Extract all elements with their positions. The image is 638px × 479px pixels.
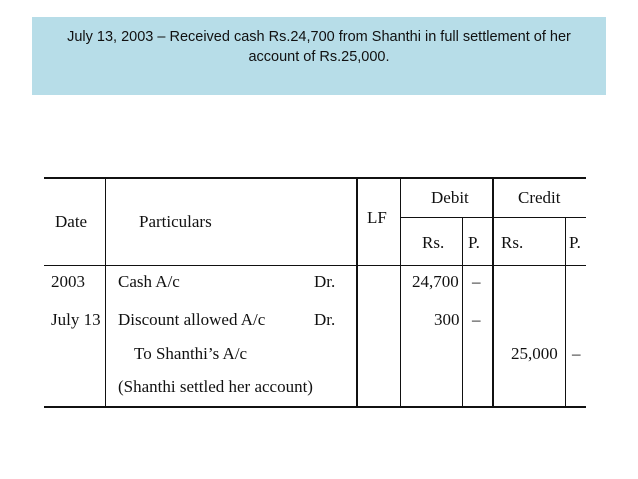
transaction-text-line-2: account of Rs.25,000. (248, 49, 390, 65)
row2-particulars: Discount allowed A/c (118, 310, 266, 329)
top-rule (44, 177, 586, 179)
debit-credit-rule (492, 177, 494, 408)
row3-credit-rs: 25,000 (511, 344, 558, 363)
row2-dr: Dr. (314, 310, 336, 329)
header-credit-rs: Rs. (501, 233, 524, 252)
transaction-text-line-1: July 13, 2003 – Received cash Rs.24,700 from Shanthi in full settlement of her (67, 29, 571, 45)
row2-debit-rs: 300 (434, 310, 460, 329)
credit-rs-p-rule (565, 217, 566, 408)
row1-dr: Dr. (314, 272, 336, 291)
lf-col-rule (400, 177, 401, 408)
row2-debit-p: – (472, 310, 481, 329)
row2-date: July 13 (51, 310, 101, 329)
header-bottom-rule (44, 265, 586, 266)
row1-debit-p: – (472, 272, 481, 291)
row1-particulars: Cash A/c (118, 272, 180, 291)
row3-particulars: To Shanthi’s A/c (134, 344, 248, 363)
header-debit-rs: Rs. (422, 233, 445, 252)
header-debit-p: P. (468, 233, 480, 252)
row3-credit-p: – (572, 344, 581, 363)
header-credit: Credit (518, 188, 561, 207)
header-particulars: Particulars (139, 212, 212, 231)
row4-narration: (Shanthi settled her account) (118, 377, 313, 396)
row1-debit-rs: 24,700 (412, 272, 459, 291)
header-lf: LF (367, 208, 387, 227)
header-credit-p: P. (569, 233, 581, 252)
transaction-banner (32, 17, 606, 95)
header-date: Date (55, 212, 88, 231)
bottom-rule (44, 406, 586, 408)
header-debit: Debit (431, 188, 469, 207)
row1-date: 2003 (51, 272, 85, 291)
debit-rs-p-rule (462, 217, 463, 408)
particulars-col-rule (356, 177, 358, 408)
journal-entry-table (44, 177, 586, 408)
date-col-rule (105, 177, 106, 408)
